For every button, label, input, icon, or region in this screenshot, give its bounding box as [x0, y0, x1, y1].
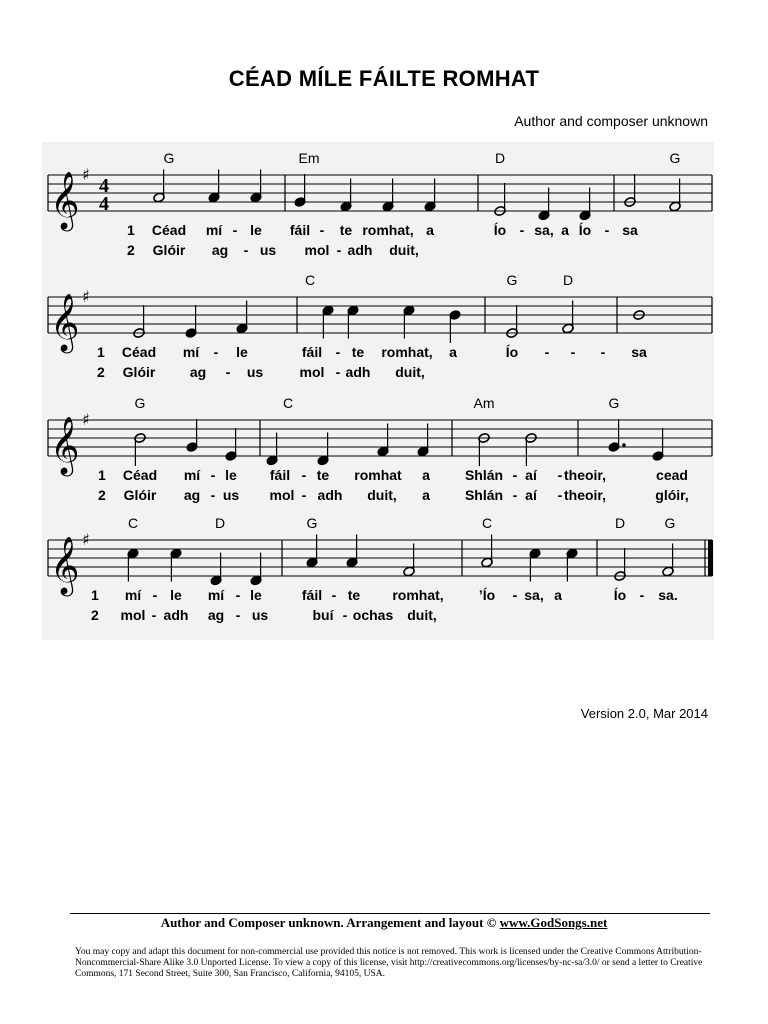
chord-symbol: D	[614, 515, 626, 531]
chord-symbol: C	[481, 515, 493, 531]
treble-clef-icon: 𝄞	[50, 536, 80, 594]
verse-number: 2	[127, 242, 135, 258]
chord-symbol: G	[506, 272, 518, 288]
chord-symbol: D	[214, 515, 226, 531]
staff-system-4	[42, 515, 714, 633]
chord-symbol: D	[494, 150, 506, 166]
lyric-syllable: Ío	[613, 587, 627, 603]
verse-number: 1	[98, 467, 106, 483]
chord-symbol: Em	[298, 150, 320, 166]
lyric-syllable: Glóir	[122, 364, 156, 380]
chord-symbol: G	[306, 515, 318, 531]
lyric-syllable: -	[604, 222, 610, 238]
lyric-syllable: ochas	[352, 607, 394, 623]
lyric-syllable: te	[351, 344, 365, 360]
lyric-syllable: a	[554, 587, 562, 603]
lyric-syllable: adh	[345, 364, 371, 380]
lyric-syllable: cead	[656, 467, 688, 483]
time-signature-bottom: 4	[99, 193, 109, 215]
lyric-syllable: duit,	[395, 364, 425, 380]
author-line: Author and composer unknown	[514, 113, 708, 129]
lyric-syllable: -	[519, 222, 525, 238]
lyric-syllable: -	[210, 467, 216, 483]
lyric-syllable: mí	[124, 587, 142, 603]
lyric-syllable: us	[251, 607, 269, 623]
lyric-syllable: -	[557, 467, 563, 483]
lyric-syllable: -	[210, 487, 216, 503]
lyric-syllable: theoir,	[563, 487, 607, 503]
lyric-syllable: mí	[182, 344, 200, 360]
chord-symbol: G	[669, 150, 681, 166]
lyric-syllable: -	[331, 587, 337, 603]
lyric-syllable: -	[301, 467, 307, 483]
lyric-syllable: a	[422, 487, 430, 503]
staff-system-2	[42, 272, 714, 390]
footer-credit	[0, 915, 768, 931]
lyric-syllable: adh	[317, 487, 343, 503]
lyric-syllable: -	[336, 242, 342, 258]
verse-number: 1	[91, 587, 99, 603]
lyric-syllable: mí	[207, 587, 225, 603]
key-signature-sharp-icon: ♯	[82, 165, 90, 184]
lyric-syllable: le	[250, 587, 262, 603]
verse-number: 2	[91, 607, 99, 623]
lyric-syllable: aí	[525, 487, 537, 503]
lyric-syllable: glóir,	[655, 487, 689, 503]
lyric-syllable: mol	[120, 607, 146, 623]
lyric-syllable: -	[557, 487, 563, 503]
lyric-syllable: duit,	[367, 487, 397, 503]
lyric-syllable: -	[544, 344, 550, 360]
chord-symbol: C	[282, 395, 294, 411]
lyric-syllable: -	[512, 587, 518, 603]
lyric-syllable: -	[335, 364, 341, 380]
lyric-syllable: mol	[304, 242, 330, 258]
verse-number: 2	[97, 364, 105, 380]
lyric-syllable: sa,	[534, 222, 554, 238]
staff	[42, 515, 714, 595]
staff-system-1	[42, 150, 714, 268]
lyric-syllable: -	[151, 607, 157, 623]
chord-symbol: C	[127, 515, 139, 531]
lyric-syllable: -	[243, 242, 249, 258]
lyric-syllable: -	[512, 487, 518, 503]
staff-system-3	[42, 395, 714, 513]
time-signature-top: 4	[99, 175, 109, 197]
lyric-syllable: romhat,	[392, 587, 444, 603]
treble-clef-icon: 𝄞	[50, 171, 80, 229]
verse-number: 1	[97, 344, 105, 360]
lyric-syllable: ag	[211, 242, 229, 258]
lyric-syllable: te	[339, 222, 353, 238]
lyric-syllable: romhat	[354, 467, 402, 483]
lyric-syllable: ag	[183, 487, 201, 503]
lyric-syllable: ag	[189, 364, 207, 380]
lyric-syllable: a	[449, 344, 457, 360]
lyric-syllable: a	[422, 467, 430, 483]
lyric-syllable: Glóir	[152, 242, 186, 258]
lyric-syllable: sa	[631, 344, 647, 360]
lyric-syllable: adh	[163, 607, 189, 623]
lyric-syllable: -	[639, 587, 645, 603]
lyric-syllable: Ío	[578, 222, 592, 238]
lyric-syllable: adh	[347, 242, 373, 258]
lyric-syllable: Ío	[505, 344, 519, 360]
lyric-syllable: Céad	[121, 344, 157, 360]
lyric-syllable: -	[319, 222, 325, 238]
lyric-syllable: a	[561, 222, 569, 238]
lyric-syllable: us	[222, 487, 240, 503]
lyric-syllable: romhat,	[362, 222, 414, 238]
chord-symbol: G	[664, 515, 676, 531]
final-barline	[708, 540, 713, 576]
lyric-syllable: -	[232, 222, 238, 238]
lyric-syllable: -	[235, 587, 241, 603]
footer-divider	[70, 913, 710, 914]
lyric-syllable: -	[301, 487, 307, 503]
lyric-syllable: a	[426, 222, 434, 238]
lyric-syllable: aí	[525, 467, 537, 483]
chord-symbol: C	[304, 272, 316, 288]
treble-clef-icon: 𝄞	[50, 293, 80, 351]
staff	[42, 272, 714, 352]
lyric-syllable: -	[570, 344, 576, 360]
lyric-syllable: theoir,	[563, 467, 607, 483]
key-signature-sharp-icon: ♯	[82, 530, 90, 549]
lyric-syllable: Céad	[122, 467, 158, 483]
lyric-syllable: buí	[312, 607, 334, 623]
lyric-syllable: sa.	[658, 587, 678, 603]
song-title: CÉAD MÍLE FÁILTE ROMHAT	[228, 66, 540, 91]
chord-symbol: D	[562, 272, 574, 288]
lyric-syllable: romhat,	[381, 344, 433, 360]
key-signature-sharp-icon: ♯	[82, 410, 90, 429]
lyric-syllable: mol	[299, 364, 325, 380]
lyric-syllable: -	[600, 344, 606, 360]
lyric-syllable: sa	[622, 222, 638, 238]
license-notice: You may copy and adapt this document for non-commercial use provided this notice is not removed. This work is licensed under the Creative Commons Attribution-Noncommercial-Share Alike 3.0 Unported License. To view a copy of this license, visit http://creativecommons.org/licenses/by-nc-sa/3.0/ or send a letter to Creative Commons, 171 Second Street, Suite 300, San Francisco, California, 94105, USA.	[75, 947, 703, 979]
lyric-syllable: us	[246, 364, 264, 380]
note-dot	[622, 443, 626, 447]
lyric-syllable: sa,	[524, 587, 544, 603]
lyric-syllable: -	[235, 607, 241, 623]
lyric-syllable: ag	[207, 607, 225, 623]
lyric-syllable: fáil	[289, 222, 311, 238]
chord-symbol: G	[134, 395, 146, 411]
key-signature-sharp-icon: ♯	[82, 287, 90, 306]
lyric-syllable: -	[342, 607, 348, 623]
chord-symbol: G	[608, 395, 620, 411]
chord-symbol: G	[163, 150, 175, 166]
lyric-syllable: -	[225, 364, 231, 380]
lyric-syllable: te	[347, 587, 361, 603]
lyric-syllable: Ío	[493, 222, 507, 238]
verse-number: 1	[127, 222, 135, 238]
lyric-syllable: le	[236, 344, 248, 360]
lyric-syllable: te	[316, 467, 330, 483]
lyric-syllable: le	[170, 587, 182, 603]
lyric-syllable: le	[250, 222, 262, 238]
version-label: Version 2.0, Mar 2014	[580, 706, 708, 721]
lyric-syllable: Glóir	[123, 487, 157, 503]
lyric-syllable: us	[259, 242, 277, 258]
verse-number: 2	[98, 487, 106, 503]
lyric-syllable: -	[512, 467, 518, 483]
staff	[42, 150, 714, 230]
lyric-syllable: -	[152, 587, 158, 603]
lyric-syllable: le	[225, 467, 237, 483]
lyric-syllable: Shlán	[464, 487, 504, 503]
lyric-syllable: fáil	[301, 344, 323, 360]
lyric-syllable: -	[335, 344, 341, 360]
lyric-syllable: Céad	[151, 222, 187, 238]
lyric-syllable: fáil	[269, 467, 291, 483]
lyric-syllable: ’Ío	[478, 587, 496, 603]
lyric-syllable: mol	[269, 487, 295, 503]
lyric-syllable: duit,	[389, 242, 419, 258]
lyric-syllable: fáil	[301, 587, 323, 603]
lyric-syllable: -	[213, 344, 219, 360]
godsongs-link[interactable]: www.GodSongs.net	[499, 915, 608, 930]
lyric-syllable: duit,	[407, 607, 437, 623]
chord-symbol: Am	[473, 395, 495, 411]
lyric-syllable: Shlán	[464, 467, 504, 483]
lyric-syllable: mí	[205, 222, 223, 238]
footer-credit-text: Author and Composer unknown. Arrangement and layout ©	[160, 915, 500, 930]
lyric-syllable: mí	[183, 467, 201, 483]
treble-clef-icon: 𝄞	[50, 416, 80, 474]
